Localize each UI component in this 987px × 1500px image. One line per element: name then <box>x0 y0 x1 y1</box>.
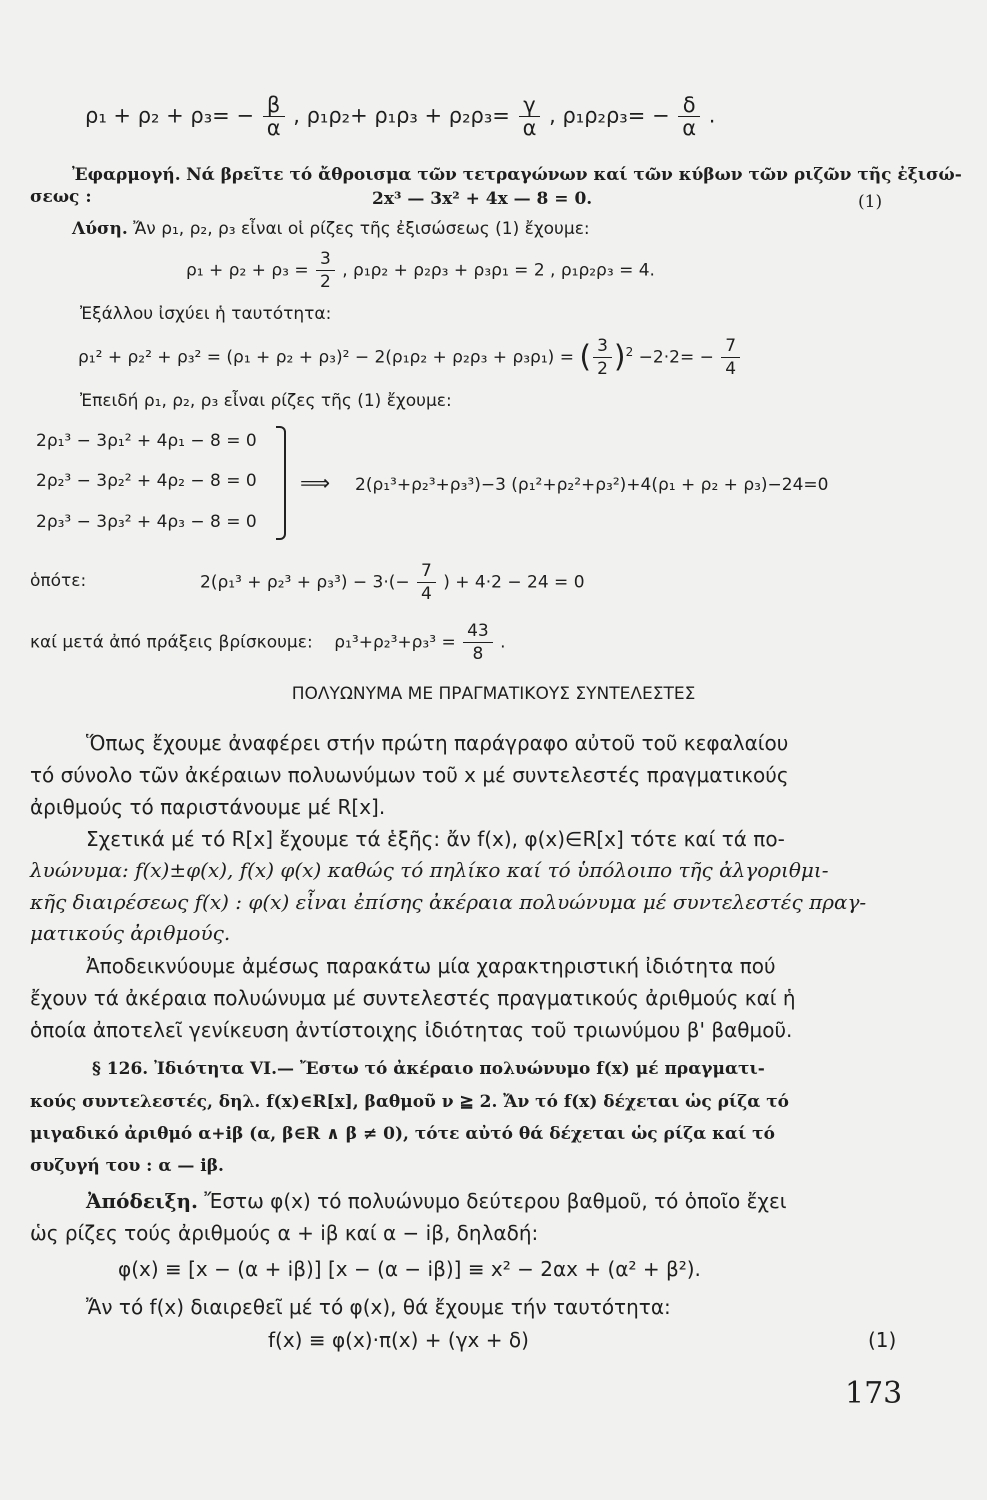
para3-line-1: Ἀποδεικνύουμε ἀμέσως παρακάτω μία χαρακτηριστική ἰδιότητα πού <box>86 954 776 978</box>
system-eq-2: 2ρ₂³ − 3ρ₂² + 4ρ₂ − 8 = 0 <box>36 471 257 491</box>
property-line-4: συζυγή του : α — iβ. <box>30 1156 224 1176</box>
property-line-2: κούς συντελεστές, δηλ. f(x)∈R[x], βαθμοῦ ν ≧ 2. Ἄν τό f(x) δέχεται ὡς ρίζα τό <box>30 1092 789 1112</box>
identity-fraction: $\frac{3}{2}$ <box>593 335 612 380</box>
identity-formula: ρ₁² + ρ₂² + ρ₃² = (ρ₁ + ρ₂ + ρ₃)² − 2(ρ₁ρ₂ + ρ₂ρ₃ + ρ₃ρ₁) = ( $\frac{3}{2}$ )$^2$ −2·2= − $\frac{7}{4}$ <box>78 335 742 380</box>
property-line-3: μιγαδικό ἀριθμό α+iβ (α, β∈R ∧ β ≠ 0), τότε αὐτό θά δέχεται ὡς ρίζα καί τό <box>30 1124 775 1144</box>
para1-line-2: τό σύνολο τῶν ἀκέραιων πολυωνύμων τοῦ x μέ συντελεστές πραγματικούς <box>30 763 789 787</box>
roots-relations: ρ₁ + ρ₂ + ρ₃ = $\frac{3}{2}$ , ρ₁ρ₂ + ρ₂ρ₃ + ρ₃ρ₁ = 2 , ρ₁ρ₂ρ₃ = 4. <box>186 249 655 292</box>
system-brace <box>276 426 286 540</box>
proof-label: Ἀπόδειξη. <box>86 1189 199 1213</box>
vieta-formulas: ρ₁ + ρ₂ + ρ₃= − $\frac{\beta}{\alpha}$ , ρ₁ρ₂+ ρ₁ρ₃ + ρ₂ρ₃= $\frac{\gamma}{\alpha}$ , ρ₁ρ₂ρ₃= − $\frac{\delta}{\alpha}$ . <box>85 93 716 140</box>
proof-formula-2-number: (1) <box>868 1328 897 1352</box>
system-result: 2(ρ₁³+ρ₂³+ρ₃³)−3 (ρ₁²+ρ₂²+ρ₃²)+4(ρ₁ + ρ₂ + ρ₃)−24=0 <box>355 475 829 495</box>
application-line-2: σεως : <box>30 187 92 207</box>
para2-line-2: λυώνυμα: f(x)±φ(x), f(x) φ(x) καθώς τό πηλίκο καί τό ὑπόλοιπο τῆς ἀλγοριθμι- <box>30 858 829 882</box>
cubes-fraction: $\frac{43}{8}$ <box>463 620 493 665</box>
para1-line-1: Ὅπως ἔχουμε ἀναφέρει στήν πρώτη παράγραφο αὐτοῦ τοῦ κεφαλαίου <box>86 731 789 755</box>
para3-line-2: ἔχουν τά ἀκέραια πολυώνυμα μέ συντελεστές πραγματικούς ἀριθμούς καί ἡ <box>30 986 796 1010</box>
section-title: ΠΟΛΥΩΝΥΜΑ ΜΕ ΠΡΑΓΜΑΤΙΚΟΥΣ ΣΥΝΤΕΛΕΣΤΕΣ <box>291 684 696 704</box>
para2-line-4: ματικούς ἀριθμούς. <box>30 921 231 945</box>
application-label: Ἐφαρμογή. <box>72 165 181 185</box>
para2-line-1: Σχετικά μέ τό R[x] ἔχουμε τά ἑξῆς: ἄν f(x), φ(x)∈R[x] τότε καί τά πο- <box>86 827 785 851</box>
roots-sum-fraction: $\frac{3}{2}$ <box>316 248 335 293</box>
identity-intro: Ἐξάλλου ἰσχύει ἡ ταυτότητα: <box>80 304 332 324</box>
proof-line-2: ὡς ρίζες τούς ἀριθμούς α + iβ καί α − iβ, δηλαδή: <box>30 1221 539 1245</box>
vieta-pair-fraction: $\frac{\gamma}{\alpha}$ <box>519 94 541 139</box>
solution-label: Λύση. <box>72 219 128 239</box>
since-text: Ἐπειδή ρ₁, ρ₂, ρ₃ εἶναι ρίζες τῆς (1) ἔχουμε: <box>80 391 452 411</box>
application-line <box>72 162 962 188</box>
proof-line-1: Ἀπόδειξη. Ἔστω φ(x) τό πολυώνυμο δεύτερου βαθμοῦ, τό ὁποῖο ἔχει <box>86 1189 787 1213</box>
page-number: 173 <box>845 1376 903 1411</box>
para2-line-3: κῆς διαιρέσεως f(x) : φ(x) εἶναι ἐπίσης ἀκέραια πολυώνυμα μέ συντελεστές πραγ- <box>30 890 867 914</box>
system-eq-3: 2ρ₃³ − 3ρ₃² + 4ρ₃ − 8 = 0 <box>36 512 257 532</box>
hence-expression: 2(ρ₁³ + ρ₂³ + ρ₃³) − 3·(− $\frac{7}{4}$ ) + 4·2 − 24 = 0 <box>200 561 585 604</box>
proof-line-3: Ἄν τό f(x) διαιρεθεῖ μέ τό φ(x), θά ἔχουμε τήν ταυτότητα: <box>86 1295 671 1319</box>
vieta-sum: ρ₁ + ρ₂ + ρ₃= − <box>85 103 255 128</box>
hence-label: ὁπότε: <box>30 571 87 591</box>
application-eq-number: (1) <box>858 192 883 212</box>
vieta-prod-fraction: $\frac{\delta}{\alpha}$ <box>678 94 700 139</box>
solution-line <box>72 216 590 242</box>
proof-formula-2: f(x) ≡ φ(x)·π(x) + (γx + δ) <box>268 1328 529 1352</box>
vieta-prod: , ρ₁ρ₂ρ₃= − <box>549 103 670 128</box>
para1-line-3: ἀριθμούς τό παριστάνουμε μέ R[x]. <box>30 795 386 819</box>
after-operations: καί μετά ἀπό πράξεις βρίσκουμε: ρ₁³+ρ₂³+ρ₃³ = $\frac{43}{8}$ . <box>30 621 506 664</box>
system-eq-1: 2ρ₁³ − 3ρ₁² + 4ρ₁ − 8 = 0 <box>36 431 257 451</box>
para3-line-3: ὁποία ἀποτελεῖ γενίκευση ἀντίστοιχης ἰδιότητας τοῦ τριωνύμου β' βαθμοῦ. <box>30 1018 793 1042</box>
hence-fraction: $\frac{7}{4}$ <box>417 560 436 605</box>
vieta-pair: , ρ₁ρ₂+ ρ₁ρ₃ + ρ₂ρ₃= <box>293 103 510 128</box>
application-equation: 2x³ — 3x² + 4x — 8 = 0. <box>372 189 593 209</box>
vieta-sum-fraction: $\frac{\beta}{\alpha}$ <box>263 94 285 139</box>
property-line-1: § 126. Ἰδιότητα VI.— Ἔστω τό ἀκέραιο πολυώνυμο f(x) μέ πραγματι- <box>92 1059 765 1079</box>
solution-text: Ἄν ρ₁, ρ₂, ρ₃ εἶναι οἱ ρίζες τῆς ἐξισώσεως (1) ἔχουμε: <box>133 219 590 239</box>
application-text: Νά βρεῖτε τό ἄθροισμα τῶν τετραγώνων καί τῶν κύβων τῶν ριζῶν τῆς ἐξισώ- <box>186 165 962 185</box>
implies-arrow: ⟹ <box>300 471 331 495</box>
proof-formula-1: φ(x) ≡ [x − (α + iβ)] [x − (α − iβ)] ≡ x² − 2αx + (α² + β²). <box>118 1257 701 1281</box>
identity-result-fraction: $\frac{7}{4}$ <box>721 335 740 380</box>
